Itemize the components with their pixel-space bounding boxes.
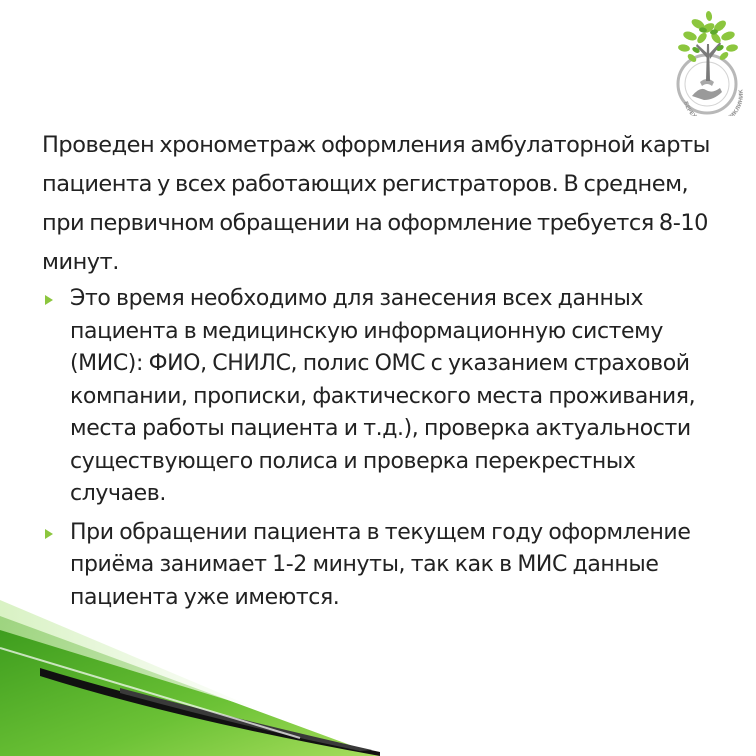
bullet-arrow-icon — [45, 529, 53, 539]
tree-logo-icon — [662, 6, 752, 116]
corner-decoration — [0, 560, 380, 756]
bullet-item — [42, 283, 732, 511]
intro-paragraph: Проведен хронометраж оформления амбулаторной карты пациента у всех работающих регистраторов. В среднем, при первичном обращении на оформление требуется 8-10 минут. — [42, 132, 710, 275]
bullet-text: При обращении пациента в текущем году оформление приёма занимает 1-2 минуты, так как в МИС данные пациента уже имеются. — [70, 519, 691, 610]
bullet-arrow-icon — [45, 295, 53, 305]
logo-caption: БЕРЕ ИКЛИНИК — [682, 88, 745, 116]
bullet-text: Это время необходимо для занесения всех данных пациента в медицинскую информационную систему (МИС): ФИО, СНИЛС, полис ОМС с указанием страховой компании, прописки, фактического места проживания, места работы пациента и т.д.), проверка актуальности существующего полиса и проверка перекрестных случаев. — [70, 286, 696, 506]
